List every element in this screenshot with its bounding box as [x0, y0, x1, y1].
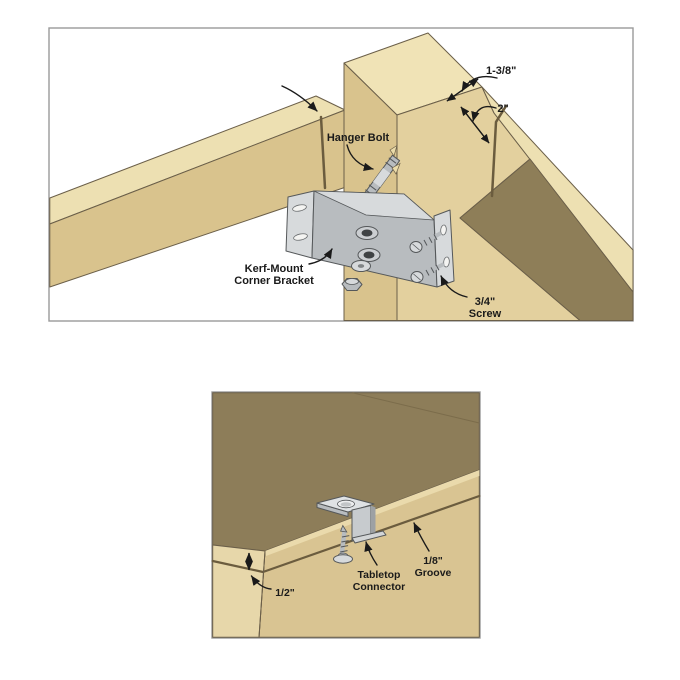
bracket-right-flange: [434, 210, 454, 287]
connector-label-line2: Connector: [352, 581, 406, 593]
hanger-bolt-label: Hanger Bolt: [326, 132, 390, 144]
left-apron-face: [213, 545, 265, 637]
bracket-label-line1: Kerf-Mount: [244, 263, 304, 275]
tabletop-connector-panel: [211, 391, 481, 639]
groove-label-line1: 1/8": [423, 555, 443, 567]
hex-nut-top: [346, 279, 359, 285]
connector-web-side: [371, 506, 376, 537]
kerf-offset-dimension-label: 1-3/8": [486, 65, 517, 77]
screw-label-line2: Screw: [468, 308, 502, 320]
bracket-left-flange: [286, 191, 314, 258]
bracket-label-line2: Corner Bracket: [234, 275, 314, 287]
connector-screw-hole-shadow: [341, 502, 352, 506]
screw-label-line1: 3/4": [474, 296, 496, 308]
screw-flange-head: [334, 555, 353, 563]
tabletop-connector-illustration: [211, 391, 481, 639]
connector-label-line1: Tabletop: [357, 569, 401, 581]
groove-label-line2: Groove: [414, 567, 452, 579]
corner-bracket-panel: [48, 27, 634, 322]
corner-bracket-illustration: [48, 27, 634, 322]
hex-bolt-head: [364, 252, 375, 259]
kerf-length-dimension-label: 2": [497, 103, 509, 115]
washer-hole: [358, 264, 364, 268]
groove-distance-label: 1/2": [275, 587, 295, 599]
hex-bolt-head: [362, 230, 373, 237]
